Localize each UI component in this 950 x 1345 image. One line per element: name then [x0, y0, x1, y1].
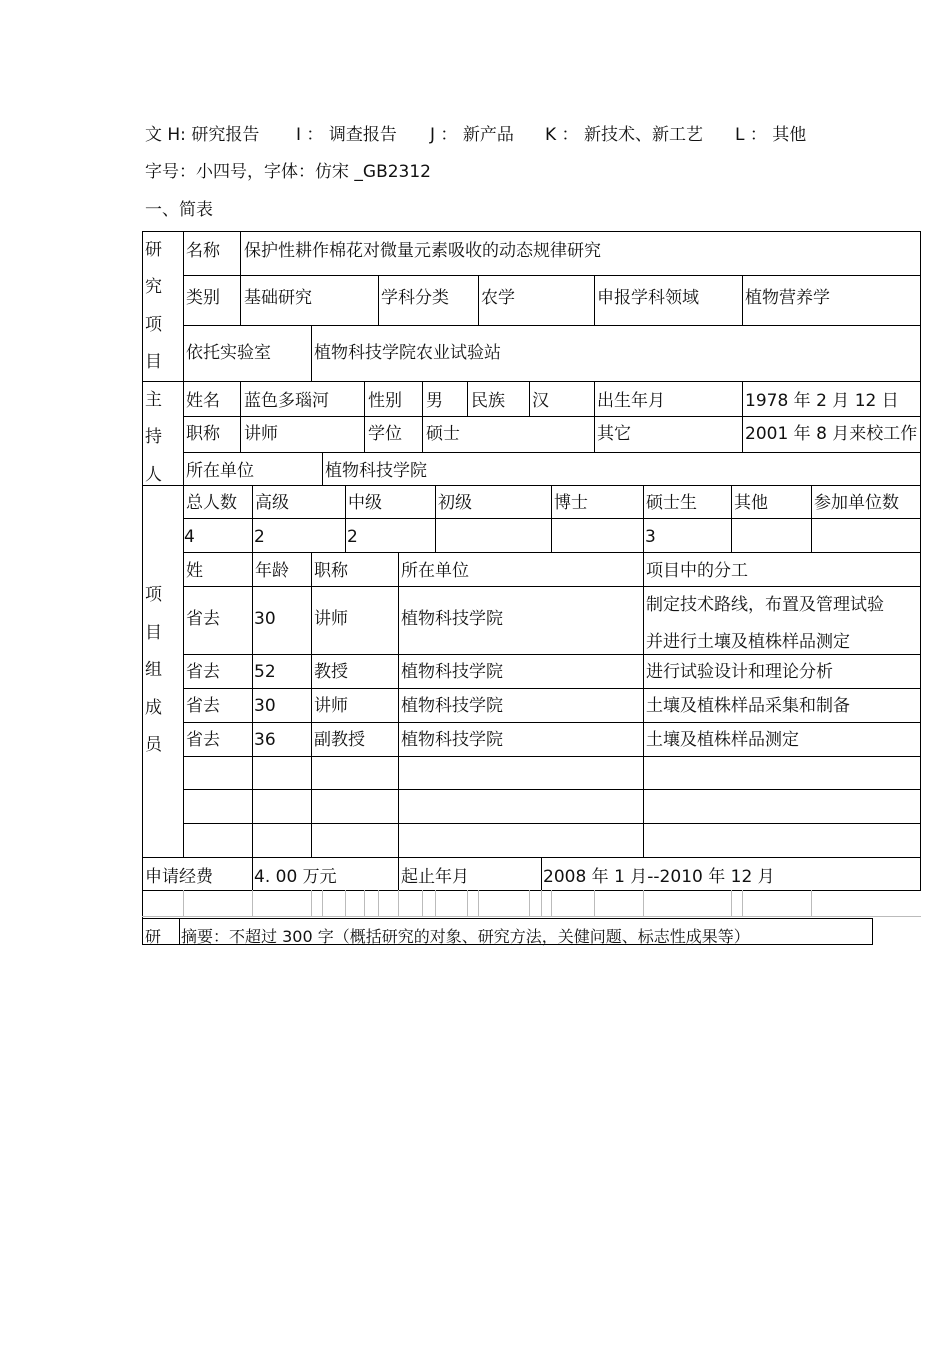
member-age: 52: [254, 662, 276, 682]
type-k: K ： 新技术、新工艺: [545, 125, 703, 145]
count-header: 高级: [255, 493, 289, 513]
host-unit-label: 所在单位: [186, 461, 254, 481]
count-value: 2: [254, 527, 265, 547]
project-name-label: 名称: [186, 241, 220, 261]
member-role-cont: 并进行土壤及植株样品测定: [646, 632, 850, 652]
host-unit: 植物科技学院: [325, 461, 427, 481]
funding-amount: 4. 00 万元: [254, 867, 337, 887]
gender-label: 性别: [368, 391, 402, 411]
member-name: 省去: [186, 662, 220, 682]
project-type-label: 类别: [186, 288, 220, 308]
count-header: 参加单位数: [814, 493, 899, 513]
list-header: 姓: [186, 561, 203, 581]
ethnic-label: 民族: [471, 391, 505, 411]
member-title: 副教授: [314, 730, 365, 750]
list-header: 项目中的分工: [646, 561, 748, 581]
count-value: 4: [184, 527, 195, 547]
count-header: 其他: [734, 493, 768, 513]
type-h: 文 H: 研究报告: [145, 125, 260, 145]
birth: 1978 年 2 月 12 日: [745, 391, 899, 411]
count-header: 总人数: [186, 493, 237, 513]
list-header: 年龄: [255, 561, 289, 581]
field-label: 申报学科领域: [597, 288, 699, 308]
ethnic: 汉: [532, 391, 549, 411]
member-unit: 植物科技学院: [401, 730, 503, 750]
host-name: 蓝色多瑙河: [244, 391, 329, 411]
member-role: 制定技术路线，布置及管理试验: [646, 595, 884, 615]
member-role: 进行试验设计和理论分析: [646, 662, 833, 682]
gender: 男: [426, 391, 443, 411]
member-name: 省去: [186, 609, 220, 629]
count-header: 中级: [348, 493, 382, 513]
section-title: 一、简表: [145, 200, 213, 220]
member-role: 土壤及植株样品采集和制备: [646, 696, 850, 716]
member-age: 36: [254, 730, 276, 750]
member-role: 土壤及植株样品测定: [646, 730, 799, 750]
field: 植物营养学: [745, 288, 830, 308]
member-unit: 植物科技学院: [401, 696, 503, 716]
list-header: 职称: [314, 561, 348, 581]
period: 2008 年 1 月--2010 年 12 月: [543, 867, 775, 887]
project-name: 保护性耕作棉花对微量元素吸收的动态规律研究: [244, 241, 601, 261]
member-title: 讲师: [314, 609, 348, 629]
count-header: 博士: [554, 493, 588, 513]
type-j: J ： 新产品: [430, 125, 514, 145]
period-label: 起止年月: [401, 867, 469, 887]
type-l: L ： 其他: [735, 125, 807, 145]
count-header: 初级: [438, 493, 472, 513]
abstract-label: 摘要：不超过 300 字（概括研究的对象、研究方法，关健问题、标志性成果等）: [181, 927, 750, 946]
member-unit: 植物科技学院: [401, 662, 503, 682]
member-age: 30: [254, 696, 276, 716]
count-value: 2: [347, 527, 358, 547]
member-name: 省去: [186, 730, 220, 750]
member-title: 讲师: [314, 696, 348, 716]
member-unit: 植物科技学院: [401, 609, 503, 629]
discipline-label: 学科分类: [381, 288, 449, 308]
other-label: 其它: [597, 424, 631, 444]
lab-label: 依托实验室: [186, 343, 271, 363]
abstract-side-label: 研: [145, 927, 162, 946]
degree: 硕士: [426, 424, 460, 444]
discipline: 农学: [481, 288, 515, 308]
member-age: 30: [254, 609, 276, 629]
other: 2001 年 8 月来校工作: [745, 424, 918, 444]
list-header: 所在单位: [401, 561, 469, 581]
type-i: I ： 调查报告: [296, 125, 397, 145]
member-title: 教授: [314, 662, 348, 682]
count-value: 3: [645, 527, 656, 547]
host-title-label: 职称: [186, 424, 220, 444]
funding-label: 申请经费: [145, 867, 213, 887]
birth-label: 出生年月: [597, 391, 665, 411]
host-title: 讲师: [244, 424, 278, 444]
font-spec-line: 字号：小四号，字体：仿宋 _GB2312: [145, 162, 432, 182]
project-type: 基础研究: [244, 288, 312, 308]
count-header: 硕士生: [646, 493, 697, 513]
host-name-label: 姓名: [186, 391, 220, 411]
member-name: 省去: [186, 696, 220, 716]
lab: 植物科技学院农业试验站: [314, 343, 501, 363]
degree-label: 学位: [368, 424, 402, 444]
